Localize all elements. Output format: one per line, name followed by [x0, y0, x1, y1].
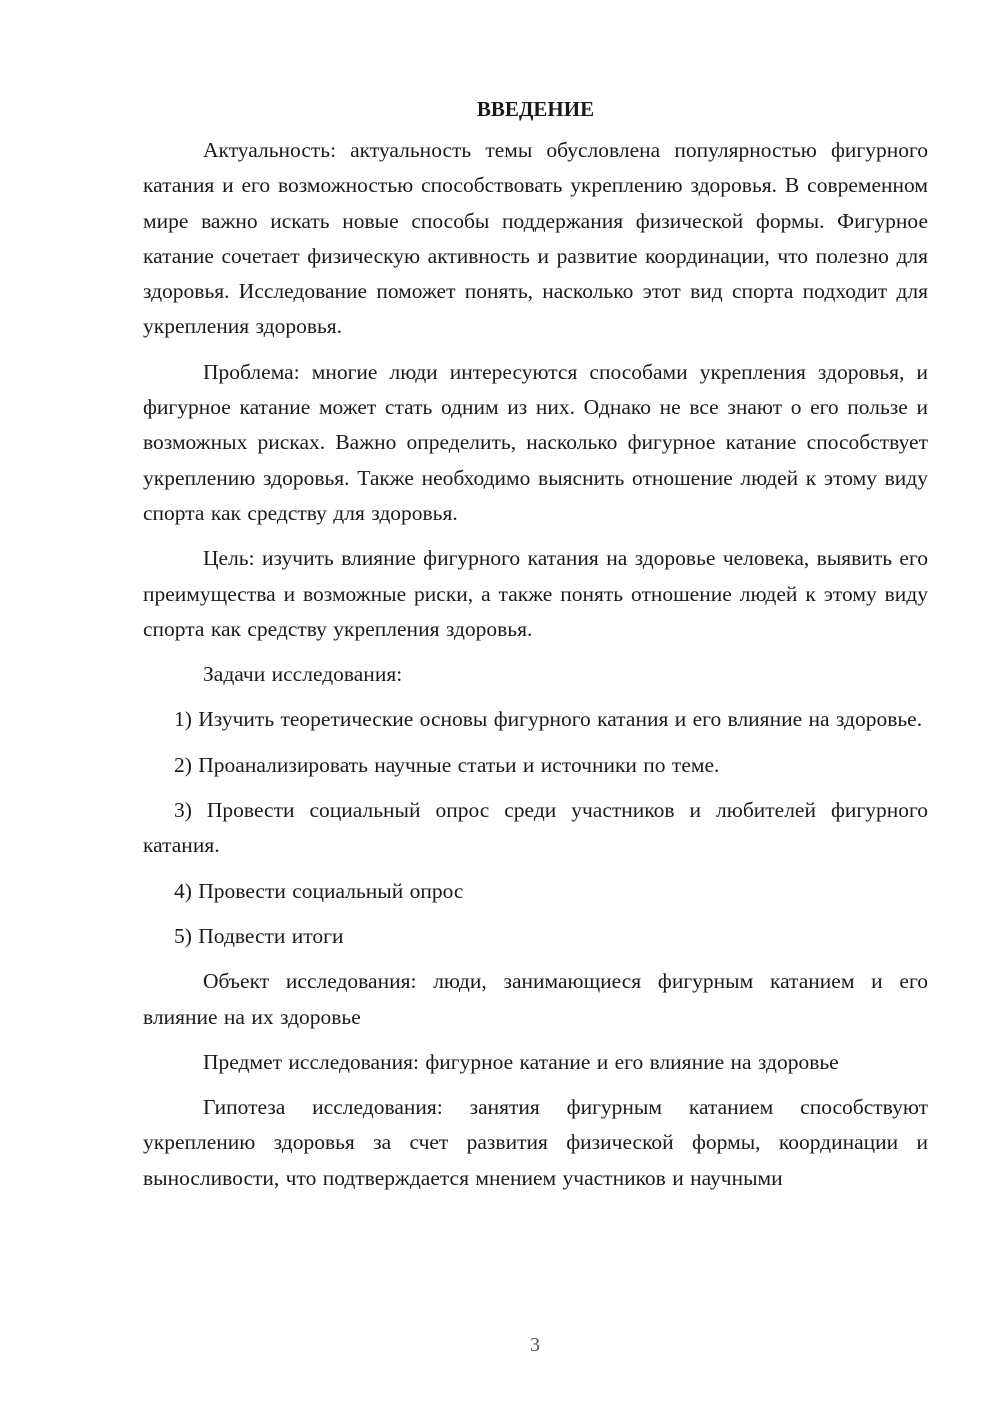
page-number: 3	[530, 1334, 540, 1356]
paragraph-goal: Цель: изучить влияние фигурного катания на здоровье человека, выявить его преимущества и возможные риски, а также понять отношение людей к этому виду спорта как средству укрепления здоровья.	[143, 546, 928, 641]
paragraph-tasks-heading: Задачи исследования:	[203, 662, 403, 687]
paragraph-object: Объект исследования: люди, занимающиеся фигурным катанием и его влияние на их здоровье	[143, 969, 928, 1029]
paragraph-problem: Проблема: многие люди интересуются способами укрепления здоровья, и фигурное катание может стать одним из них. Однако не все знают о его пользе и возможных рисках. Важно определить, насколько фигурное катание способствует укреплению здоровья. Также необходимо выяснить отношение людей к этому виду спорта как средству для здоровья.	[143, 359, 928, 525]
paragraph-hypothesis: Гипотеза исследования: занятия фигурным катанием способствуют укреплению здоровья за счет развития физической формы, координации и выносливости, что подтверждается мнением участников и научными	[143, 1095, 928, 1190]
paragraph-subject: Предмет исследования: фигурное катание и его влияние на здоровье	[203, 1049, 839, 1074]
document-page	[143, 92, 928, 1196]
task-item-2: 2) Проанализировать научные статьи и источники по теме.	[174, 752, 720, 777]
task-item-4: 4) Провести социальный опрос	[174, 878, 464, 903]
section-title: ВВЕДЕНИЕ	[476, 97, 595, 121]
task-item-5: 5) Подвести итоги	[174, 923, 344, 948]
task-item-1: 1) Изучить теоретические основы фигурного катания и его влияние на здоровье.	[174, 707, 923, 732]
task-item-3: 3) Провести социальный опрос среди участников и любителей фигурного катания.	[143, 798, 928, 858]
paragraph-relevance: Актуальность: актуальность темы обусловлена популярностью фигурного катания и его возможностью способствовать укреплению здоровья. В современном мире важно искать новые способы поддержания физической формы. Фигурное катание сочетает физическую активность и развитие координации, что полезно для здоровья. Исследование поможет понять, насколько этот вид спорта подходит для укрепления здоровья.	[143, 138, 928, 339]
